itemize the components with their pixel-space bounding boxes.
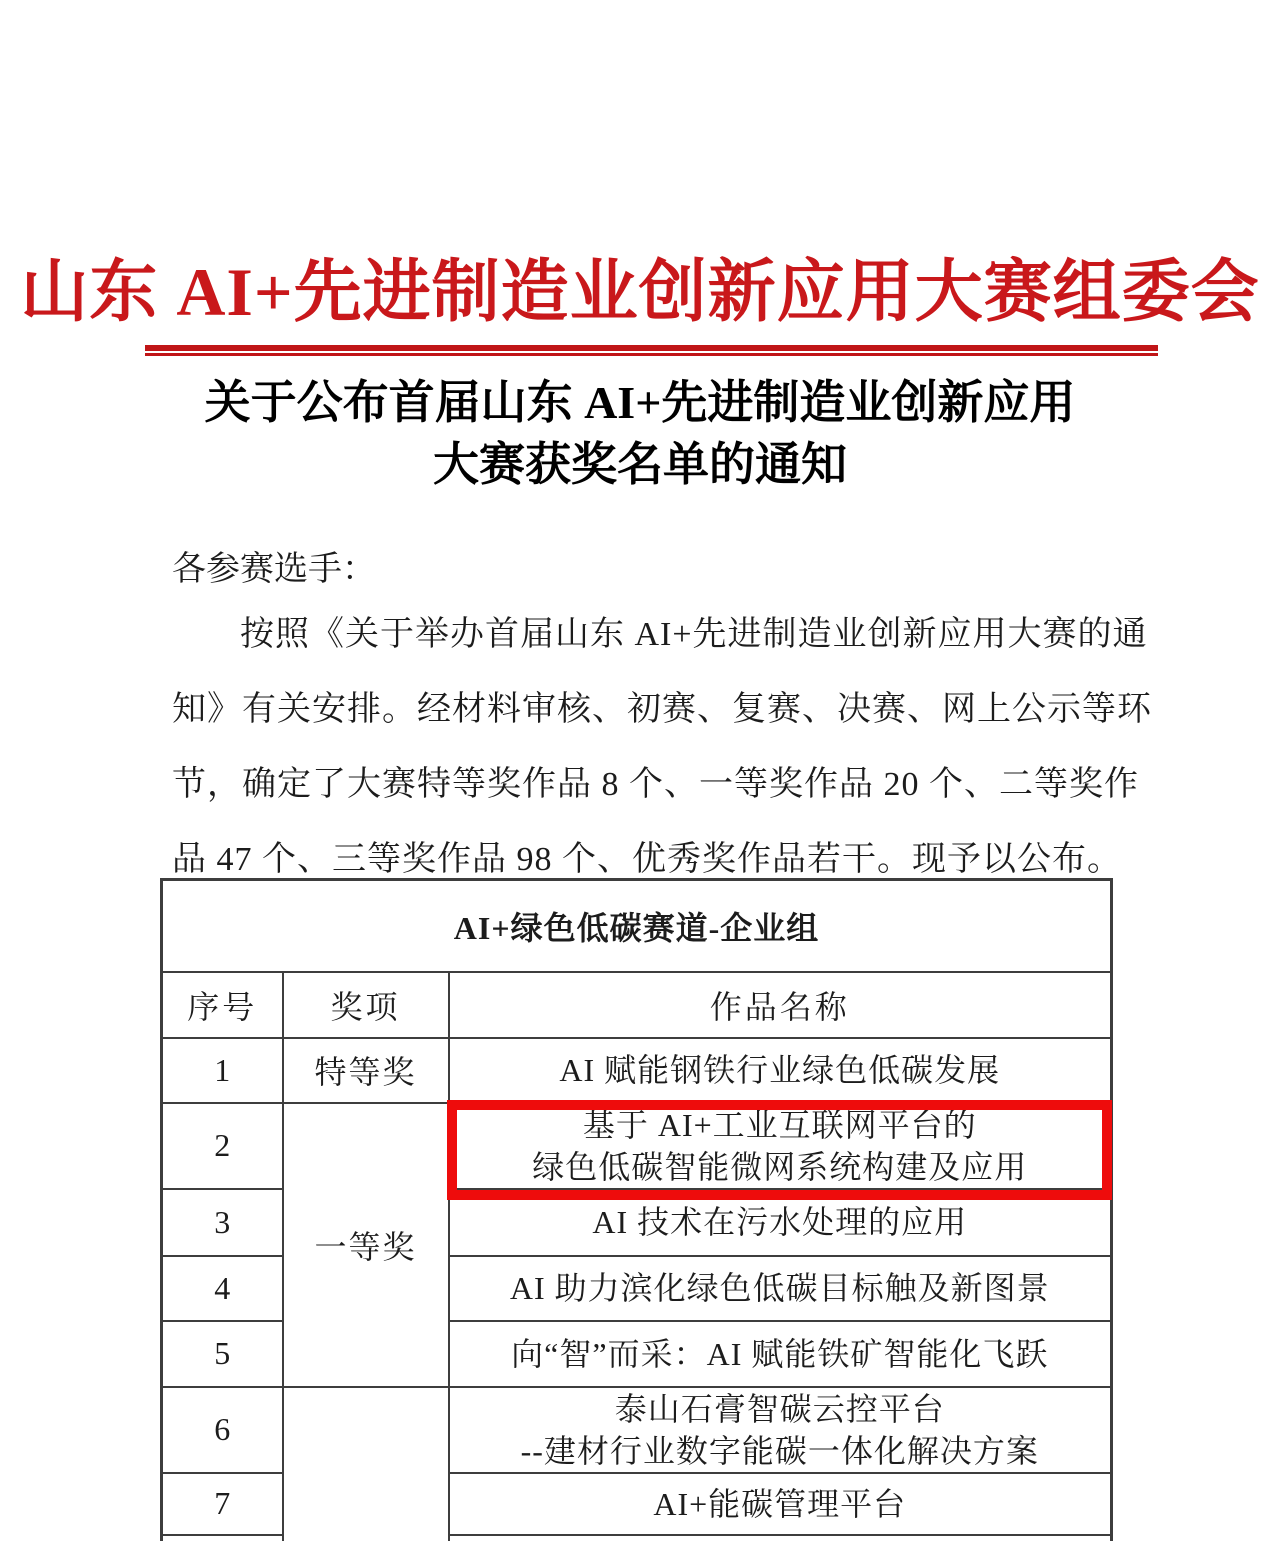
work-name-line: 向“智”而采：AI 赋能铁矿智能化飞跃 — [511, 1335, 1049, 1372]
work-name-line: 泰山石膏智碳云控平台 — [614, 1390, 945, 1427]
award-cell — [283, 1387, 449, 1541]
document-title — [0, 372, 1280, 496]
work-name-cell — [449, 1321, 1112, 1387]
row-number-cell: 1 — [162, 1038, 283, 1103]
row-number-cell: 2 — [162, 1103, 283, 1189]
work-name-line: --建材行业数字能碳一体化解决方案 — [520, 1432, 1039, 1469]
row-number-cell — [162, 1535, 283, 1541]
masthead-title: 山东 AI+先进制造业创新应用大赛组委会 — [20, 254, 1260, 330]
paragraph-line: 按照《关于举办首届山东 AI+先进制造业创新应用大赛的通 — [240, 616, 1148, 653]
row-number-cell: 5 — [162, 1321, 283, 1387]
body-paragraph — [172, 597, 1152, 897]
column-header: 作品名称 — [449, 972, 1112, 1038]
work-name-line: 基于 AI+工业互联网平台的 — [582, 1106, 977, 1143]
award-cell: 一等奖 — [283, 1103, 449, 1387]
paragraph-line: 节，确定了大赛特等奖作品 8 个、一等奖作品 20 个、二等奖作 — [172, 766, 1139, 803]
paragraph-line: 品 47 个、三等奖作品 98 个、优秀奖作品若干。现予以公布。 — [172, 841, 1122, 878]
document-title-line-1: 关于公布首届山东 AI+先进制造业创新应用 — [204, 377, 1076, 428]
work-name-line: AI 技术在污水处理的应用 — [592, 1204, 968, 1240]
work-name-line: AI 助力滨化绿色低碳目标触及新图景 — [509, 1270, 1050, 1306]
divider-thin-line — [145, 353, 1158, 356]
table-caption: AI+绿色低碳赛道-企业组 — [162, 880, 1112, 972]
column-header: 奖项 — [283, 972, 449, 1038]
table-header-row — [162, 972, 1112, 1038]
row-number-cell: 3 — [162, 1189, 283, 1256]
table-row — [162, 1038, 1112, 1103]
table-caption-row — [162, 880, 1112, 972]
award-table — [160, 878, 1113, 1541]
work-name-cell — [449, 1189, 1112, 1256]
document-title-line-2: 大赛获奖名单的通知 — [433, 439, 847, 490]
work-name-cell — [449, 1473, 1112, 1535]
table-row — [162, 1387, 1112, 1473]
row-number-cell: 6 — [162, 1387, 283, 1473]
masthead-divider — [145, 345, 1158, 356]
work-name-cell — [449, 1103, 1112, 1189]
row-number-cell: 4 — [162, 1256, 283, 1321]
work-name-line: AI+能碳管理平台 — [653, 1485, 907, 1522]
work-name-cell — [449, 1535, 1112, 1541]
column-header: 序号 — [162, 972, 283, 1038]
award-cell: 特等奖 — [283, 1038, 449, 1103]
work-name-line: AI 赋能钢铁行业绿色低碳发展 — [559, 1052, 1001, 1088]
salutation: 各参赛选手： — [172, 551, 376, 588]
work-name-cell — [449, 1038, 1112, 1103]
row-number-cell: 7 — [162, 1473, 283, 1535]
work-name-line: 绿色低碳智能微网系统构建及应用 — [532, 1148, 1028, 1185]
work-name-cell — [449, 1387, 1112, 1473]
table-row — [162, 1103, 1112, 1189]
work-name-cell — [449, 1256, 1112, 1321]
paragraph-line: 知》有关安排。经材料审核、初赛、复赛、决赛、网上公示等环 — [172, 691, 1152, 728]
